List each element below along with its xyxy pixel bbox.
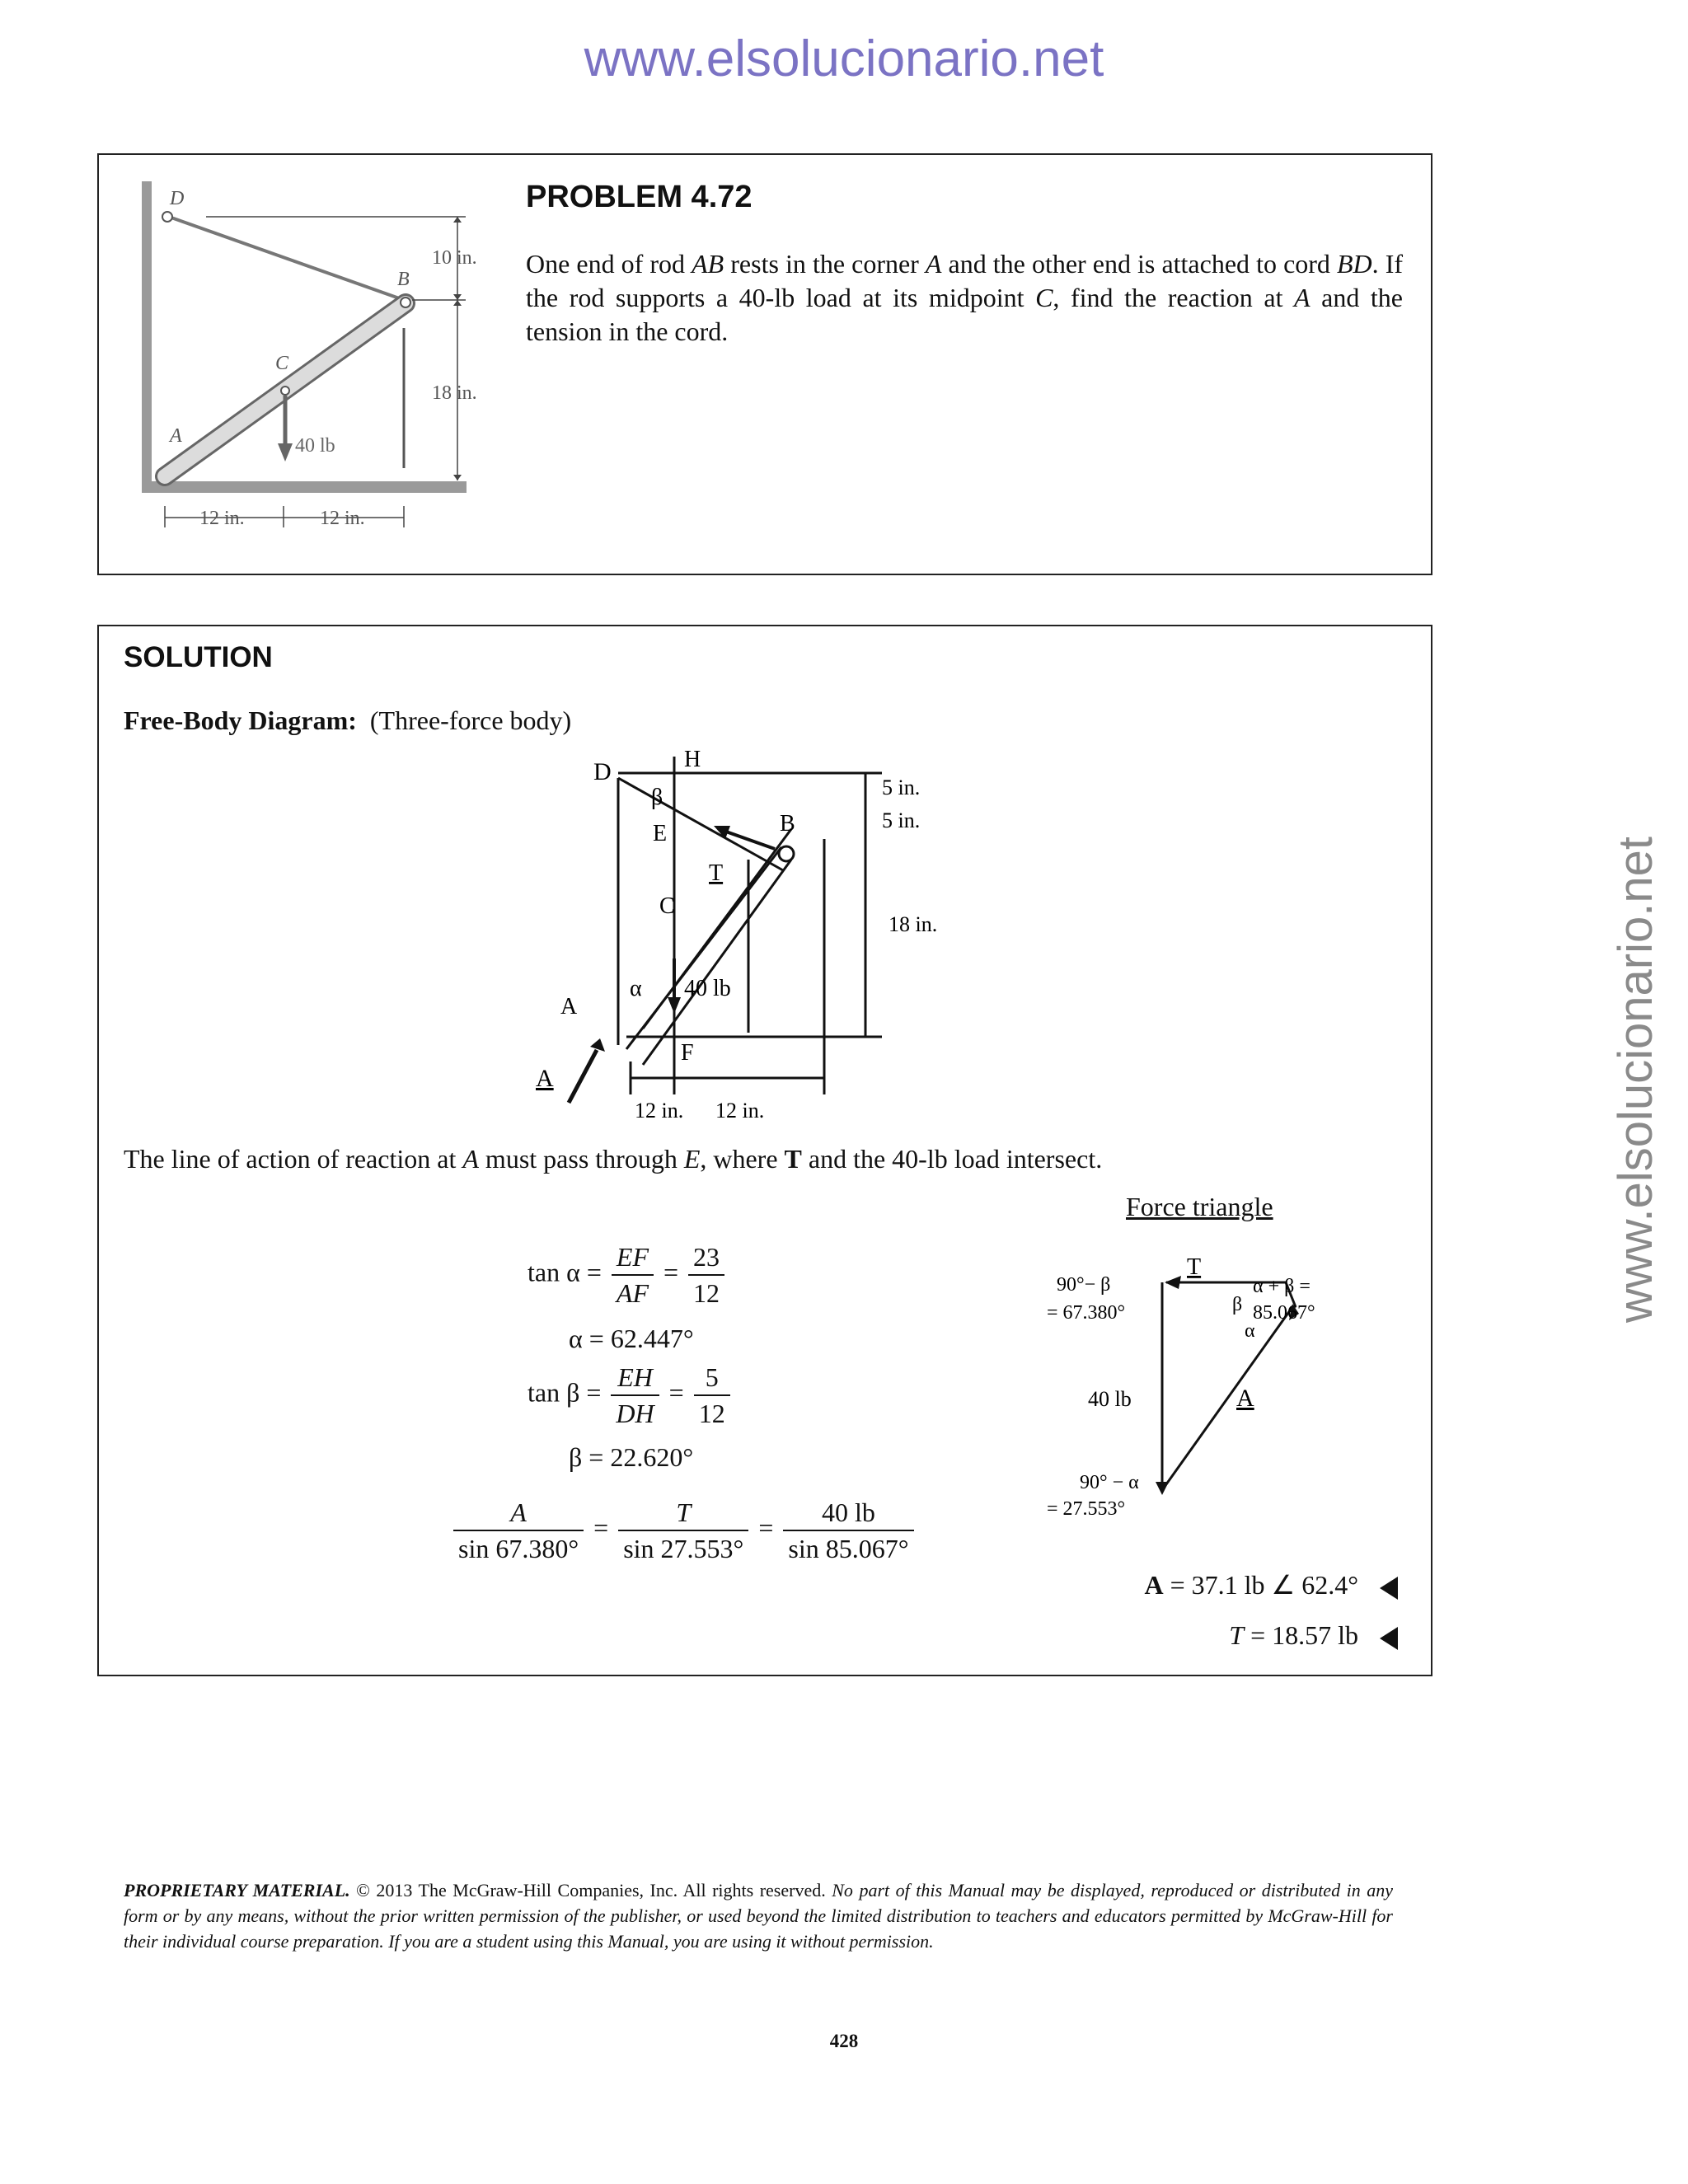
fbd-C: C <box>659 893 675 919</box>
line-of-action-text: The line of action of reaction at A must pass through E, where T and the 40-lb load intersect. <box>124 1144 1103 1174</box>
ft-top-right-2: 85.067° <box>1253 1302 1315 1324</box>
ft-beta: β <box>1232 1294 1243 1315</box>
fbd-H: H <box>684 748 701 772</box>
fbd-load: 40 lb <box>684 976 731 1001</box>
dim-10in: 10 in. <box>432 247 477 269</box>
problem-title: PROBLEM 4.72 <box>526 180 753 214</box>
free-body-diagram <box>519 748 981 1136</box>
ft-T: T <box>1187 1254 1202 1280</box>
eq-beta: β = 22.620° <box>569 1442 694 1472</box>
ft-top-right-1: α + β = <box>1253 1276 1311 1297</box>
eq-alpha: α = 62.447° <box>569 1324 694 1353</box>
label-D: D <box>170 188 185 209</box>
force-triangle <box>1047 1249 1401 1521</box>
fbd-alpha: α <box>630 976 642 1001</box>
solution-title: SOLUTION <box>124 641 273 673</box>
fbd-beta: β <box>651 785 663 810</box>
page-number: 428 <box>829 2031 859 2051</box>
ft-top-left-2: = 67.380° <box>1047 1302 1126 1324</box>
ft-bottom-1: 90° − α <box>1080 1472 1139 1493</box>
fbd-12in-a: 12 in. <box>635 1099 684 1122</box>
load-label: 40 lb <box>295 435 335 457</box>
fbd-B: B <box>780 811 795 837</box>
watermark-side: www.elsolucionario.net <box>1609 837 1662 1323</box>
fbd-label: Free-Body Diagram: (Three-force body) <box>124 705 572 735</box>
label-A: A <box>170 425 182 447</box>
answer-tension-t: T = 18.57 lb <box>1229 1620 1398 1651</box>
fbd-F: F <box>681 1040 694 1066</box>
problem-statement: One end of rod AB rests in the corner A and the other end is attached to cord BD. If the rod supports a 40-lb load at its midpoint C, find the reaction at A and the tension in the cord. <box>526 249 1404 346</box>
ft-A: A <box>1236 1385 1254 1412</box>
ft-alpha: α <box>1245 1320 1255 1342</box>
answer-marker-icon <box>1380 1577 1398 1600</box>
label-B: B <box>397 269 410 290</box>
eq-tan-beta: tan β = $\frac{EH}{DH}$ = $\frac{5}{12}$ <box>528 1360 734 1431</box>
solution-box <box>97 625 1432 1676</box>
problem-figure <box>99 155 495 567</box>
fbd-18in: 18 in. <box>889 912 938 936</box>
fbd-D: D <box>593 758 612 785</box>
ft-bottom-2: = 27.553° <box>1047 1498 1126 1520</box>
angle-icon: ∠ <box>1271 1570 1296 1600</box>
fbd-5in-a: 5 in. <box>882 776 921 799</box>
fbd-12in-b: 12 in. <box>715 1099 765 1122</box>
ft-load: 40 lb <box>1088 1387 1132 1411</box>
fbd-A: A <box>560 994 578 1019</box>
answer-reaction-a: A = 37.1 lb ∠ 62.4° <box>1144 1569 1398 1601</box>
label-C: C <box>275 353 289 374</box>
dim-18in: 18 in. <box>432 382 477 404</box>
eq-law-of-sines: $\frac{A}{\sin 67.380^\circ}$ = $\frac{T}{\sin 27.553^\circ}$ = $\frac{40 lb}{\sin 85.067^\circ}$ <box>450 1495 917 1566</box>
answer-marker-icon <box>1380 1627 1398 1650</box>
ft-top-left-1: 90°− β <box>1057 1274 1111 1296</box>
watermark-top: www.elsolucionario.net <box>584 30 1104 87</box>
fbd-A-vector: A <box>536 1065 554 1092</box>
dim-12in-right: 12 in. <box>320 508 365 529</box>
copyright-footer: PROPRIETARY MATERIAL. © 2013 The McGraw-Hill Companies, Inc. All rights reserved. No part of this Manual may be displayed, reproduced or distributed in any form or by any means, without the prior written permission of the publisher, or used beyond the limited distribution to teachers and educators permitted by McGraw-Hill for their individual course preparation. If you are a student using this Manual, you are using it without permission. <box>124 1880 1393 1952</box>
problem-box <box>97 153 1432 575</box>
fbd-5in-b: 5 in. <box>882 808 921 832</box>
eq-tan-alpha: tan α = $\frac{EF}{AF}$ = $\frac{23}{12}$ <box>528 1240 728 1310</box>
fbd-T: T <box>709 860 724 886</box>
force-triangle-title: Force triangle <box>1126 1192 1273 1221</box>
dim-12in-left: 12 in. <box>199 508 245 529</box>
fbd-E: E <box>653 821 668 846</box>
